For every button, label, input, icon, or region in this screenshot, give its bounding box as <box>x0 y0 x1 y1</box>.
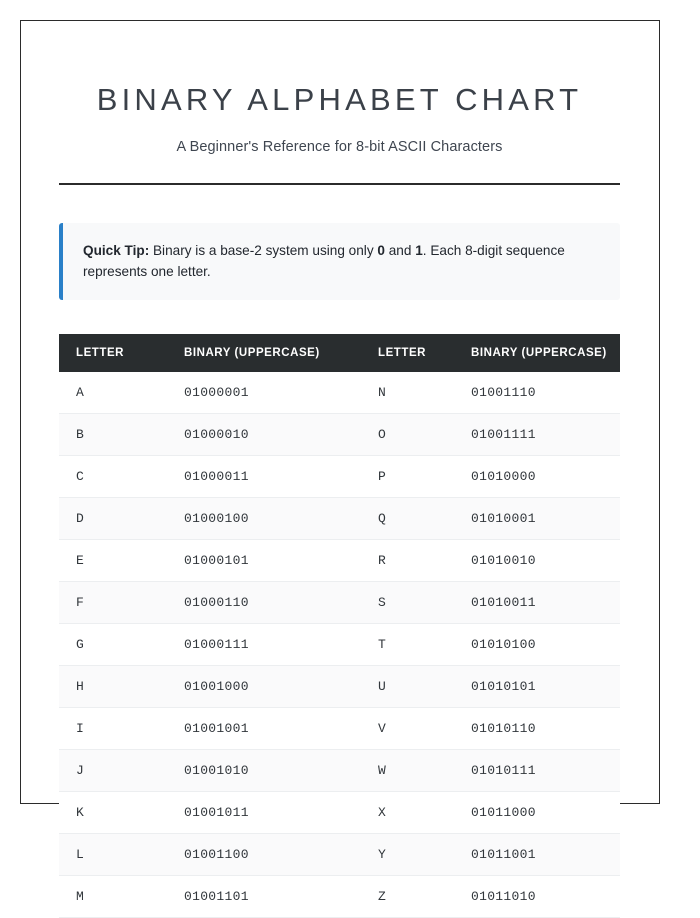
page-content <box>21 21 658 918</box>
table-row <box>59 708 620 750</box>
table-cell: G <box>59 624 168 666</box>
table-head <box>59 334 620 372</box>
table-cell: 01010011 <box>455 582 620 624</box>
column-header-binary-2: BINARY (UPPERCASE) <box>455 334 620 372</box>
table-cell: W <box>362 750 455 792</box>
table-cell: X <box>362 792 455 834</box>
table-cell: T <box>362 624 455 666</box>
table-cell: 01000101 <box>168 540 362 582</box>
table-cell: M <box>59 876 168 918</box>
quick-tip-body-3: . Each 8-digit sequence represents one letter. <box>83 243 565 280</box>
table-cell: 01001000 <box>168 666 362 708</box>
column-header-binary-1: BINARY (UPPERCASE) <box>168 334 362 372</box>
table-cell: S <box>362 582 455 624</box>
table-cell: 01011001 <box>455 834 620 876</box>
table-cell: I <box>59 708 168 750</box>
table-cell: 01000010 <box>168 414 362 456</box>
document-header <box>21 21 658 155</box>
table-row <box>59 834 620 876</box>
quick-tip-label: Quick Tip: <box>83 243 150 259</box>
table-cell: N <box>362 372 455 414</box>
table-row <box>59 876 620 918</box>
table-cell: 01001100 <box>168 834 362 876</box>
table-cell: 01000100 <box>168 498 362 540</box>
table-cell: O <box>362 414 455 456</box>
table-cell: 01001001 <box>168 708 362 750</box>
binary-table-container <box>59 334 620 918</box>
table-cell: 01011010 <box>455 876 620 918</box>
table-cell: 01011000 <box>455 792 620 834</box>
table-cell: 01010001 <box>455 498 620 540</box>
table-cell: E <box>59 540 168 582</box>
page-subtitle: A Beginner's Reference for 8-bit ASCII Characters <box>176 139 503 156</box>
table-cell: Y <box>362 834 455 876</box>
table-row <box>59 582 620 624</box>
quick-tip-text <box>83 240 600 282</box>
table-row <box>59 750 620 792</box>
table-cell: B <box>59 414 168 456</box>
table-cell: 01010010 <box>455 540 620 582</box>
header-divider <box>59 183 620 185</box>
table-cell: L <box>59 834 168 876</box>
table-cell: 01010111 <box>455 750 620 792</box>
column-header-letter-1: LETTER <box>59 334 168 372</box>
table-cell: D <box>59 498 168 540</box>
table-cell: C <box>59 456 168 498</box>
table-cell: 01001111 <box>455 414 620 456</box>
table-cell: A <box>59 372 168 414</box>
table-cell: V <box>362 708 455 750</box>
table-cell: 01001101 <box>168 876 362 918</box>
table-cell: U <box>362 666 455 708</box>
table-row <box>59 372 620 414</box>
table-cell: 01000110 <box>168 582 362 624</box>
quick-tip-callout <box>59 223 620 300</box>
table-cell: Q <box>362 498 455 540</box>
table-row <box>59 498 620 540</box>
column-header-letter-2: LETTER <box>362 334 455 372</box>
document-page <box>20 20 660 905</box>
table-cell: 01000011 <box>168 456 362 498</box>
table-cell: 01001010 <box>168 750 362 792</box>
table-cell: 01010101 <box>455 666 620 708</box>
table-row <box>59 456 620 498</box>
quick-tip-body-2: and <box>384 243 416 259</box>
table-cell: J <box>59 750 168 792</box>
table-row <box>59 792 620 834</box>
table-cell: 01010000 <box>455 456 620 498</box>
table-cell: P <box>362 456 455 498</box>
table-body <box>59 372 620 918</box>
table-row <box>59 624 620 666</box>
quick-tip-digit-zero: 0 <box>377 243 385 259</box>
table-header-row <box>59 334 620 372</box>
table-cell: 01010100 <box>455 624 620 666</box>
table-cell: 01000001 <box>168 372 362 414</box>
table-cell: 01001110 <box>455 372 620 414</box>
table-row <box>59 666 620 708</box>
binary-alphabet-table <box>59 334 620 918</box>
table-row <box>59 540 620 582</box>
table-cell: R <box>362 540 455 582</box>
table-cell: K <box>59 792 168 834</box>
table-cell: Z <box>362 876 455 918</box>
page-title: BINARY ALPHABET CHART <box>96 82 583 117</box>
table-cell: 01000111 <box>168 624 362 666</box>
table-cell: F <box>59 582 168 624</box>
table-cell: 01010110 <box>455 708 620 750</box>
table-row <box>59 414 620 456</box>
quick-tip-digit-one: 1 <box>415 243 423 259</box>
table-cell: H <box>59 666 168 708</box>
quick-tip-body-1: Binary is a base-2 system using only <box>149 243 378 259</box>
table-cell: 01001011 <box>168 792 362 834</box>
